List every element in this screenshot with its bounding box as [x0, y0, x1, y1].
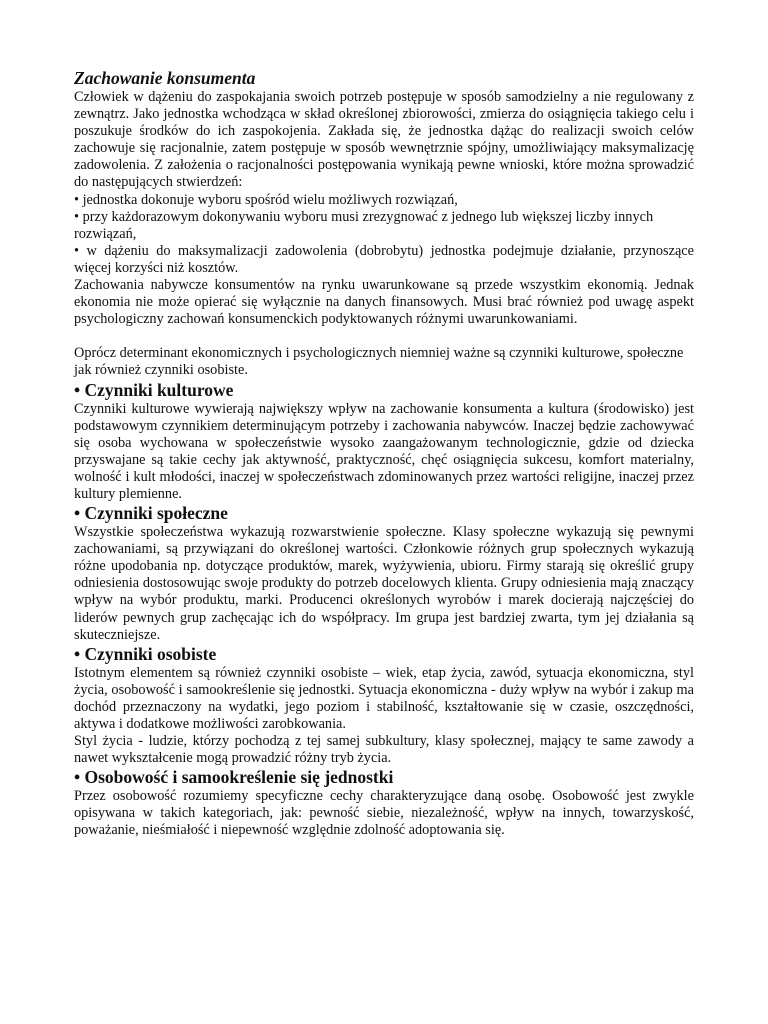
section-paragraph: Czynniki kulturowe wywierają największy wpływ na zachowanie konsumenta a kultura (środowisko) jest podstawowym czynnikiem determinującym potrzeby i zachowania nabywców. Inaczej będzie zachowywać się osoba wychowana w społeczeństwie wysoko zaangażowanym technologicznie, gdzie od dziecka przyswajane są takie cechy jak aktywność, praktyczność, chęć osiągnięcia sukcesu, komfort materialny, wolność i kult młodości, inaczej w społeczeństwach zdominowanych przez wartości religijne, inaczej przez kultury plemienne.	[74, 400, 694, 502]
section-heading-personal: • Czynniki osobiste	[74, 643, 217, 664]
section-paragraph: Wszystkie społeczeństwa wykazują rozwarstwienie społeczne. Klasy społeczne wykazują się pewnymi zachowaniami, są przywiązani do określonej wartości. Członkowie różnych grup społecznych wykazują różne upodobania np. dotyczące produktów, marek, wyżywienia, ubioru. Firmy starają się określić grupy odniesienia dostosowując swoje produkty do potrzeb docelowych klienta. Grupy odniesienia mają znaczący wpływ na wybór produktu, marki. Producenci określonych wyrobów i marek docierają najczęściej do liderów pewnych grup zachęcając ich do współpracy. Im grupa jest bardziej zwarta, tym jej działania są skuteczniejsze.	[74, 524, 694, 643]
body-paragraph: Oprócz determinant ekonomicznych i psychologicznych niemniej ważne są czynniki kulturowe, społeczne jak również czynniki osobiste.	[74, 345, 684, 379]
intro-paragraph: Człowiek w dążeniu do zaspokajania swoich potrzeb postępuje w sposób samodzielny a nie regulowany z zewnątrz. Jako jednostka wchodząca w skład określonej zbiorowości, zmierza do osiągnięcia takiego celu i poszukuje środków do ich zaspokojenia. Zakłada się, że jednostka dążąc do realizacji swoich celów zachowuje się racjonalnie, zatem postępuje w sposób wewnętrznie spójny, umożliwiający maksymalizację zadowolenia. Z założenia o racjonalności postępowania wynikają pewne wnioski, które można sprowadzić do następujących stwierdzeń:	[74, 89, 694, 191]
bullet-item: • w dążeniu do maksymalizacji zadowolenia (dobrobytu) jednostka podejmuje działanie, przynoszące więcej korzyści niż kosztów.	[74, 242, 694, 276]
section-paragraph: Styl życia - ludzie, którzy pochodzą z tej samej subkultury, klasy społecznej, mający te same zawody a nawet wykształcenie mogą prowadzić różny tryb życia.	[74, 733, 694, 767]
document-page	[74, 68, 694, 840]
blank-line	[74, 328, 694, 345]
body-paragraph: Zachowania nabywcze konsumentów na rynku uwarunkowane są przede wszystkim ekonomią. Jednak ekonomia nie może opierać się wyłącznie na danych finansowych. Musi brać również pod uwagę aspekt psychologiczny zachowań konsumenckich podyktowanych różnymi uwarunkowaniami.	[74, 277, 694, 328]
section-paragraph: Istotnym elementem są również czynniki osobiste – wiek, etap życia, zawód, sytuacja ekonomiczna, styl życia, osobowość i samookreślenie się jednostki. Sytuacja ekonomiczna - duży wpływ na wybór i zakup ma dochód przeznaczony na wydatki, jego poziom i stabilność, kształtowanie się w czasie, oszczędności, aktywa i dodatkowe możliwości zarobkowania.	[74, 664, 694, 732]
section-paragraph: Przez osobowość rozumiemy specyficzne cechy charakteryzujące daną osobę. Osobowość jest zwykle opisywana w takich kategoriach, jak: pewność siebie, niezależność, wpływ na innych, towarzyskość, poważanie, nieśmiałość i niepewność względnie zdolność adoptowania się.	[74, 788, 694, 839]
section-heading-personality: • Osobowość i samookreślenie się jednostki	[74, 767, 394, 788]
bullet-item-continuation: rozwiązań,	[74, 225, 137, 242]
bullet-item: • jednostka dokonuje wyboru spośród wielu możliwych rozwiązań,	[74, 191, 458, 208]
document-title: Zachowanie konsumenta	[74, 68, 256, 88]
section-heading-cultural: • Czynniki kulturowe	[74, 379, 234, 400]
section-heading-social: • Czynniki społeczne	[74, 503, 228, 524]
bullet-item: • przy każdorazowym dokonywaniu wyboru musi zrezygnować z jednego lub większej liczby innych	[74, 208, 654, 225]
